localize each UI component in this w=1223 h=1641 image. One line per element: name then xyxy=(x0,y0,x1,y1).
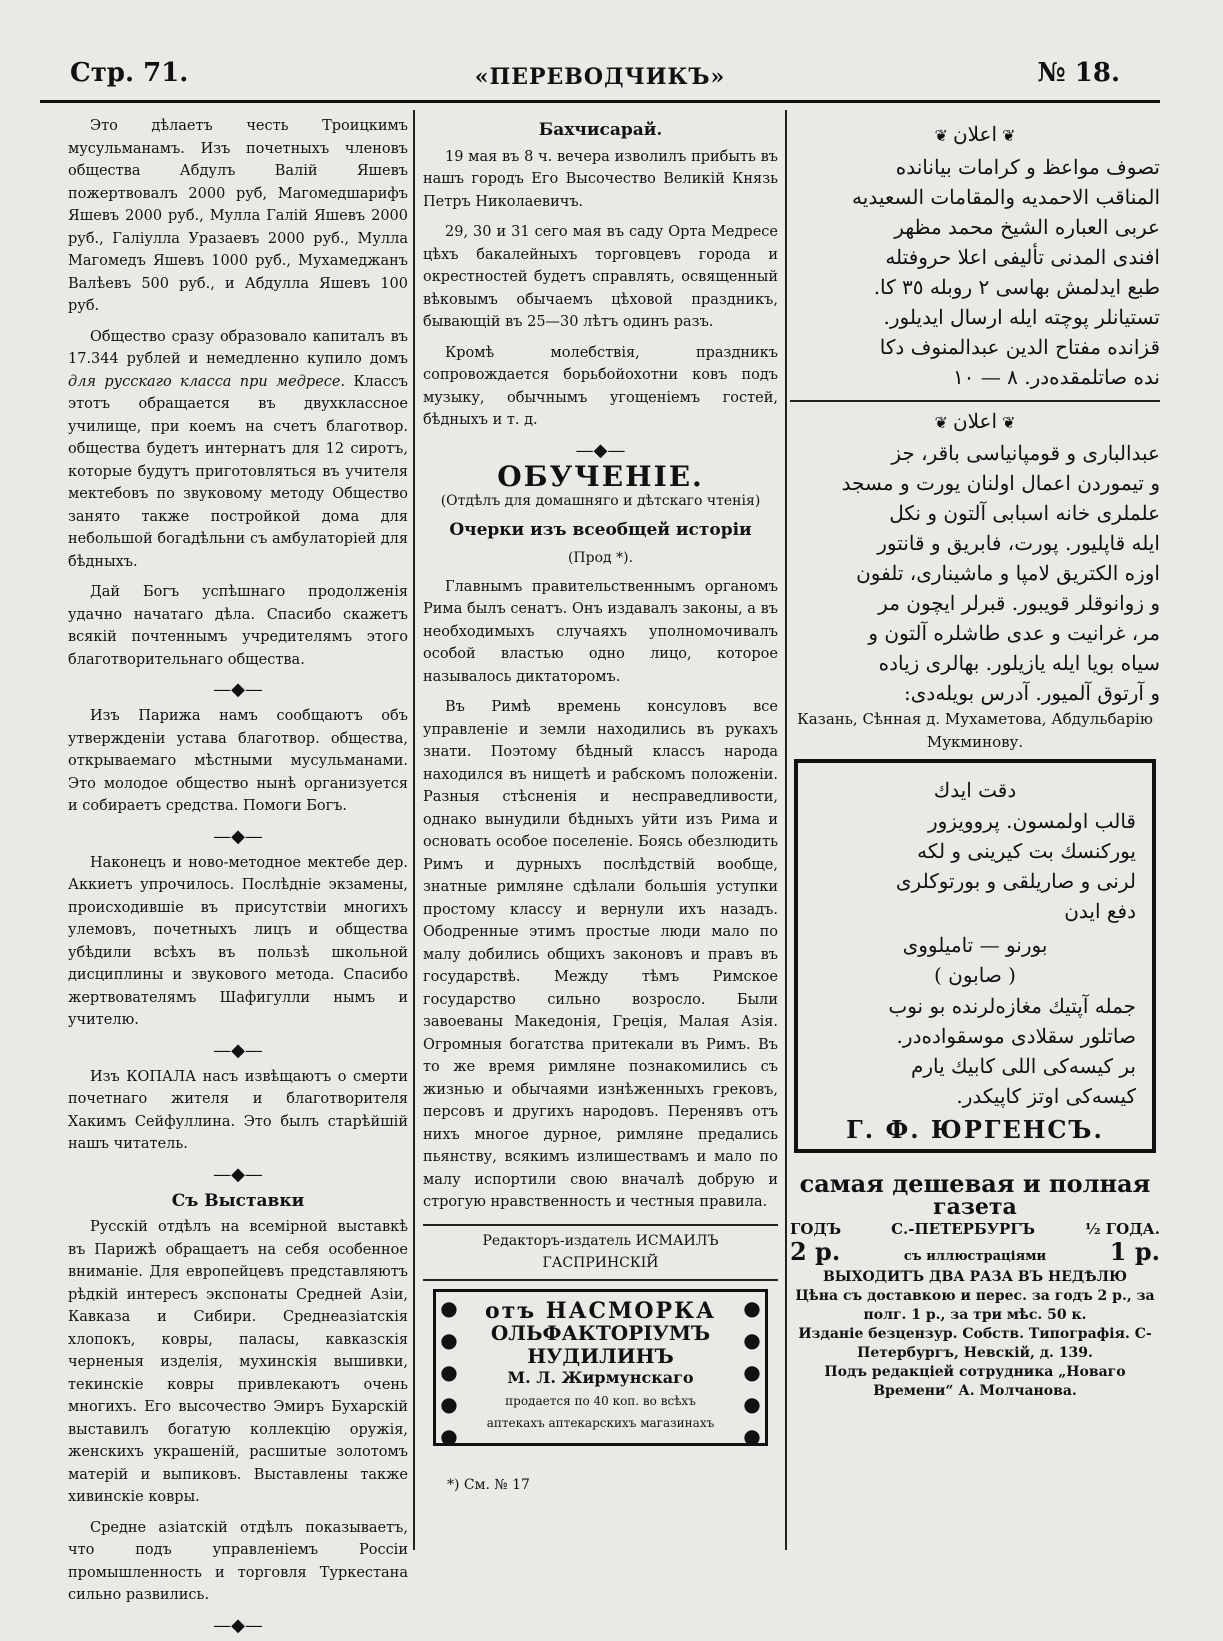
section-rule xyxy=(790,400,1160,402)
publisher-info: Изданіе безцензур. Собств. Типографія. С-Петербургъ, Невскій, д. 139. xyxy=(798,1326,1152,1361)
page-number: Стр. 71. xyxy=(70,58,189,88)
price-half-year: 1 р. xyxy=(1109,1236,1160,1266)
announcement-title-text: اعلان xyxy=(952,122,998,146)
section-heading: Бахчисарай. xyxy=(538,120,663,140)
arabic-line: المناقب الاحمديه والمقامات السعيديه xyxy=(852,184,1160,209)
arabic-line: افندى المدنى تأليفى اعلا حروفتله xyxy=(885,244,1160,269)
ad-product-type: ( صابون ) xyxy=(933,963,1016,987)
text-run: Общество сразу образовало капиталъ въ 17.344 рублей и немедленно купило домъ xyxy=(68,328,408,367)
term-year: ГОДЪ xyxy=(790,1220,842,1238)
announcement-title-text: اعلان xyxy=(952,408,998,433)
column-2 xyxy=(423,115,778,1496)
arabic-line: لرنى و صاريلقى و بورتوكلرى xyxy=(895,868,1136,893)
article-paragraph xyxy=(68,326,408,574)
newspaper-ad-subheadline: газета xyxy=(933,1193,1017,1220)
frequency-note: ВЫХОДИТЪ ДВА РАЗА ВЪ НЕДѢЛЮ xyxy=(822,1269,1128,1285)
italic-run: для русскаго класса при медресе xyxy=(68,373,341,390)
column-3 xyxy=(790,115,1160,1401)
ornament-icon: ❦ xyxy=(997,126,1016,145)
arabic-line: جمله آپتيك مغازه‌لرنده بو نوب xyxy=(888,993,1136,1018)
section-heading-large: ОБУЧЕНІЕ. xyxy=(497,459,704,493)
arabic-line: و تيموردن اعمال اولنان يورت و مسجد xyxy=(841,471,1160,495)
ad-maker: М. Л. Жирмунскаго xyxy=(507,1368,694,1387)
article-paragraph: Русскій отдѣлъ на всемірной выставкѣ въ Парижѣ обращаетъ на себя особенное вниманіе. Для европейцевъ представляютъ рѣдкій интересъ экспонаты Средней Азіи, Кавказа и Сибири. Среднеазіатскія хлопокъ, ковры, паласы, кавказскія черненыя изделія, мухинскія вышивки, текинскіе ковры привлекаютъ очень многихъ. Его высочество Эмиръ Бухарскій выставилъ богатую коллекцію оружія, женскихъ украшеній, расшитые золотомъ матерій и выпиковъ. Выставлены также хивинскіе ковры. xyxy=(68,1219,408,1505)
arabic-line: اوزه الكتريق لامپا و ماشينارى، تلفون xyxy=(856,561,1160,585)
article-paragraph: Средне азіатскій отдѣлъ показываетъ, что подъ управленіемъ Россіи промышленность и торговля Туркестана сильно развились. xyxy=(68,1519,408,1603)
article-paragraph: Это дѣлаетъ честь Троицкимъ мусульманамъ. Изъ почетныхъ членовъ общества Абдулъ Валій Яшевъ пожертвовалъ 2000 руб, Магомедшарифъ Яшевъ 2000 руб., Мулла Галій Яшевъ 2000 руб., Галіулла Уразаевъ 2000 руб., Мулла Магомедъ Яшевъ 1000 руб., Мухамеджанъ Валѣевъ 500 руб., и Абдулла Яшевъ 100 руб. xyxy=(68,118,408,314)
arabic-line: نده صاتلمقده‌در. ٨ — ١٠ xyxy=(952,364,1160,389)
arabic-line: تصوف مواعظ و كرامات بيانانده xyxy=(895,154,1160,179)
announcement-title xyxy=(790,123,1160,148)
ad-headline: отъ НАСМОРКА xyxy=(484,1297,717,1324)
framed-advertisement xyxy=(794,759,1156,1153)
column-divider-1 xyxy=(413,110,415,1550)
arabic-line: يوركنسك بت كيرينى و لكه xyxy=(917,838,1136,863)
continuation-note: (Прод *). xyxy=(567,550,634,566)
arabic-line: كيسه‌كى اوتز كاپيكدر. xyxy=(956,1083,1136,1108)
advertisement-box xyxy=(433,1289,768,1446)
article-paragraph: Главнымъ правительственнымъ органомъ Рима былъ сенатъ. Онъ издавалъ законы, а въ необходимыхъ случаяхъ уполномочивалъ особой властью одно лицо, которое называлось диктаторомъ. xyxy=(423,578,778,685)
arabic-line: سياه بويا ايله يازيلور. بهالرى زياده xyxy=(878,651,1160,675)
article-paragraph: Кромѣ молебствія, праздникъ сопровождается борьбойохотни ковъ подъ музыку, обычнымъ угощеніемъ гостей, бѣдныхъ и т. д. xyxy=(423,344,778,428)
arabic-line: علملرى خانه اسبابى آلتون و نكل xyxy=(889,501,1160,525)
price-year: 2 р. xyxy=(790,1236,841,1266)
arabic-line: و زوانوقلر قويبور. قبرلر ايچون مر xyxy=(878,591,1160,615)
ad-text xyxy=(814,991,1136,1111)
announcement-text xyxy=(790,438,1160,708)
text-run: . Классъ этотъ обращается въ двухклассное училище, при коемъ на счетъ благотвор. общества будетъ интернатъ для 12 сиротъ, которые будутъ приготовляться въ учителя мектебовъ по звуковому методу Общество занято также постройкой дома для небольшой богадѣльни съ амбулаторіей для бѣдныхъ. xyxy=(68,373,408,570)
column-divider-2 xyxy=(785,110,787,1550)
footnote: *) См. № 17 xyxy=(447,1476,530,1493)
article-paragraph: Въ Римѣ времень консуловъ все управленіе и земли находились въ рукахъ знати. Поэтому бѣдный классъ народа находился въ нищетѣ и рабскомъ положеніи. Разныя стѣсненія и несправедливости, однако вынудили бѣдныхъ уйти изъ Рима и основать особое поселеніе. Боясь обезлюдить Римъ и дурныхъ послѣдствій вообще, знатные римляне сдѣлали большія уступки простому классу и вернули ихъ назадъ. Ободренные этимъ простые люди мало по малу добились общихъ законовъ и правъ въ государствѣ. Между тѣмъ Римское государство сильно возросло. Были завоеваны Македонія, Греція, Малая Азія. Огромныя богатства притекали въ Римъ. Въ то же время римляне познакомились съ жизнью и обычаями изнѣженныхъ грековъ, персовъ и другихъ народовъ. Перенявъ отъ нихъ многое дурное, римляне предались пьянству, всякимъ излишествамъ и мало по малу испортили свою вначалѣ добрую и строгую нравственность и честныя правила. xyxy=(423,699,778,1210)
dots-ornament: ● ● ● ● ● xyxy=(440,1295,458,1448)
page-header xyxy=(30,40,1170,102)
arabic-line: صاتلور سقلادى موسقواده‌در. xyxy=(896,1023,1136,1048)
section-heading: Съ Выставки xyxy=(171,1190,305,1211)
ad-title: دقت ايدك xyxy=(933,778,1017,802)
city: С.-ПЕТЕРБУРГЪ xyxy=(891,1220,1035,1238)
arabic-line: بر كيسه‌كى اللى كابيك يارم xyxy=(910,1053,1136,1078)
arabic-line: و آرتوق آلميور. آدرس بويله‌دى: xyxy=(904,681,1160,705)
separator-ornament: —◆— xyxy=(213,825,263,847)
dots-ornament: ● ● ● ● ● xyxy=(743,1295,761,1448)
ad-product: ОЛЬФАКТОРІУМЪ НУДИЛИНЪ xyxy=(490,1321,711,1368)
newspaper-page xyxy=(30,40,1170,1636)
article-paragraph: Изъ КОПАЛА насъ извѣщаютъ о смерти почетнаго жителя и благотворителя Хакимъ Сейфуллина. Это былъ старѣйшій нашъ читатель. xyxy=(68,1068,408,1152)
issue-number: № 18. xyxy=(1037,58,1120,88)
announcement-title xyxy=(790,410,1160,435)
article-paragraph: 19 мая въ 8 ч. вечера изволилъ прибыть въ нашъ городъ Его Высочество Великій Князь Петръ Николаевичъ. xyxy=(423,148,778,210)
arabic-line: ايله قاپليور. پورت، فابريق و قانتور xyxy=(877,531,1160,555)
arabic-line: طبع ايدلمش بهاسى ٢ روبله ٣٥ كا. xyxy=(873,274,1160,299)
article-paragraph: 29, 30 и 31 сего мая въ саду Орта Медресе цѣхъ бакалейныхъ торговцевъ города и окрестностей будетъ справлять, освященный вѣковымъ обычаемъ цѣховой праздникъ, бывающій въ 25—30 лѣтъ одинъ разъ. xyxy=(423,224,778,330)
arabic-line: عبدالبارى و قومپانياسى باقر، جز xyxy=(891,441,1160,465)
separator-ornament: —◆— xyxy=(213,1614,263,1636)
separator-ornament: —◆— xyxy=(213,1039,263,1061)
price-info: Цѣна съ доставкою и перес. за годъ 2 р., за полг. 1 р., за три мѣс. 50 к. xyxy=(795,1288,1155,1323)
arabic-line: دفع ايدن xyxy=(1064,898,1136,923)
announcement-address: Казань, Сѣнная д. Мухаметова, Абдульбарію Мукминову. xyxy=(797,710,1153,751)
term-half-year: ½ ГОДА. xyxy=(1084,1220,1160,1238)
article-paragraph: Наконецъ и ново-методное мектебе дер. Аккиетъ упрочилось. Послѣдніе экзамены, происходившіе въ присутствіи многихъ улемовъ, почетныхъ лицъ и общества убѣдили всѣхъ въ пользѣ школьной дисциплины и звукового метода. Спасибо жертвователямъ Шафигулли нымъ и учителю. xyxy=(68,854,408,1028)
separator-ornament: —◆— xyxy=(575,439,626,461)
editor-info: Подъ редакціей сотрудника „Новаго Времени“ А. Молчанова. xyxy=(824,1364,1126,1399)
ornament-icon: ❦ xyxy=(934,412,953,432)
ornament-icon: ❦ xyxy=(934,126,953,145)
arabic-line: عربى العباره الشيخ محمد مظهر xyxy=(894,214,1160,239)
price-row xyxy=(790,1236,1160,1269)
article-paragraph: Дай Богъ успѣшнаго продолженія удачно начатаго дѣла. Спасибо скажетъ всякій почтеннымъ учредителямъ этого благотворительнаго общества. xyxy=(68,584,408,668)
ornament-icon: ❦ xyxy=(997,412,1016,432)
arabic-line: قالب اولمسون. پروويزور xyxy=(927,808,1136,833)
section-subtitle: (Отдѣлъ для домашняго и дѣтскаго чтенія) xyxy=(440,493,761,509)
header-rule xyxy=(40,100,1160,103)
arabic-line: تستيانلر پوچته ايله ارسال ايديلور. xyxy=(883,304,1160,329)
separator-ornament: —◆— xyxy=(213,1163,263,1185)
ad-note: продается по 40 коп. во всѣхъ аптекахъ аптекарскихъ магазинахъ xyxy=(486,1393,715,1430)
announcement-text xyxy=(790,152,1160,392)
newspaper-ad-headline: самая дешевая и полная xyxy=(799,1169,1151,1198)
newspaper-title: «ПЕРЕВОДЧИКЪ» xyxy=(474,64,726,90)
subscription-row xyxy=(790,1218,1160,1241)
editor-line: Редакторъ-издатель ИСМАИЛЪ ГАСПРИНСКІЙ xyxy=(423,1224,778,1281)
column-1 xyxy=(68,115,408,1641)
ad-text xyxy=(814,806,1136,926)
ad-product-name: بورنو — تاميلووى xyxy=(902,932,1048,957)
section-subheading: Очерки изъ всеобщей исторіи xyxy=(449,519,752,540)
price-note: съ иллюстраціями xyxy=(903,1248,1047,1264)
article-paragraph: Изъ Парижа намъ сообщаютъ объ утвержденіи устава благотвор. общества, открываемаго мѣстными мусульманами. Это молодое общество нынѣ организуется и собираетъ средства. Помоги Богъ. xyxy=(68,708,408,814)
arabic-line: مر، غرانيت و عدى طاشلره آلتون و xyxy=(868,621,1160,645)
ad-signature: Г. Ф. ЮРГЕНСЪ. xyxy=(846,1114,1104,1144)
separator-ornament: —◆— xyxy=(213,679,263,700)
arabic-line: قزانده مفتاح الدين عبدالمنوف دكا xyxy=(879,334,1160,359)
